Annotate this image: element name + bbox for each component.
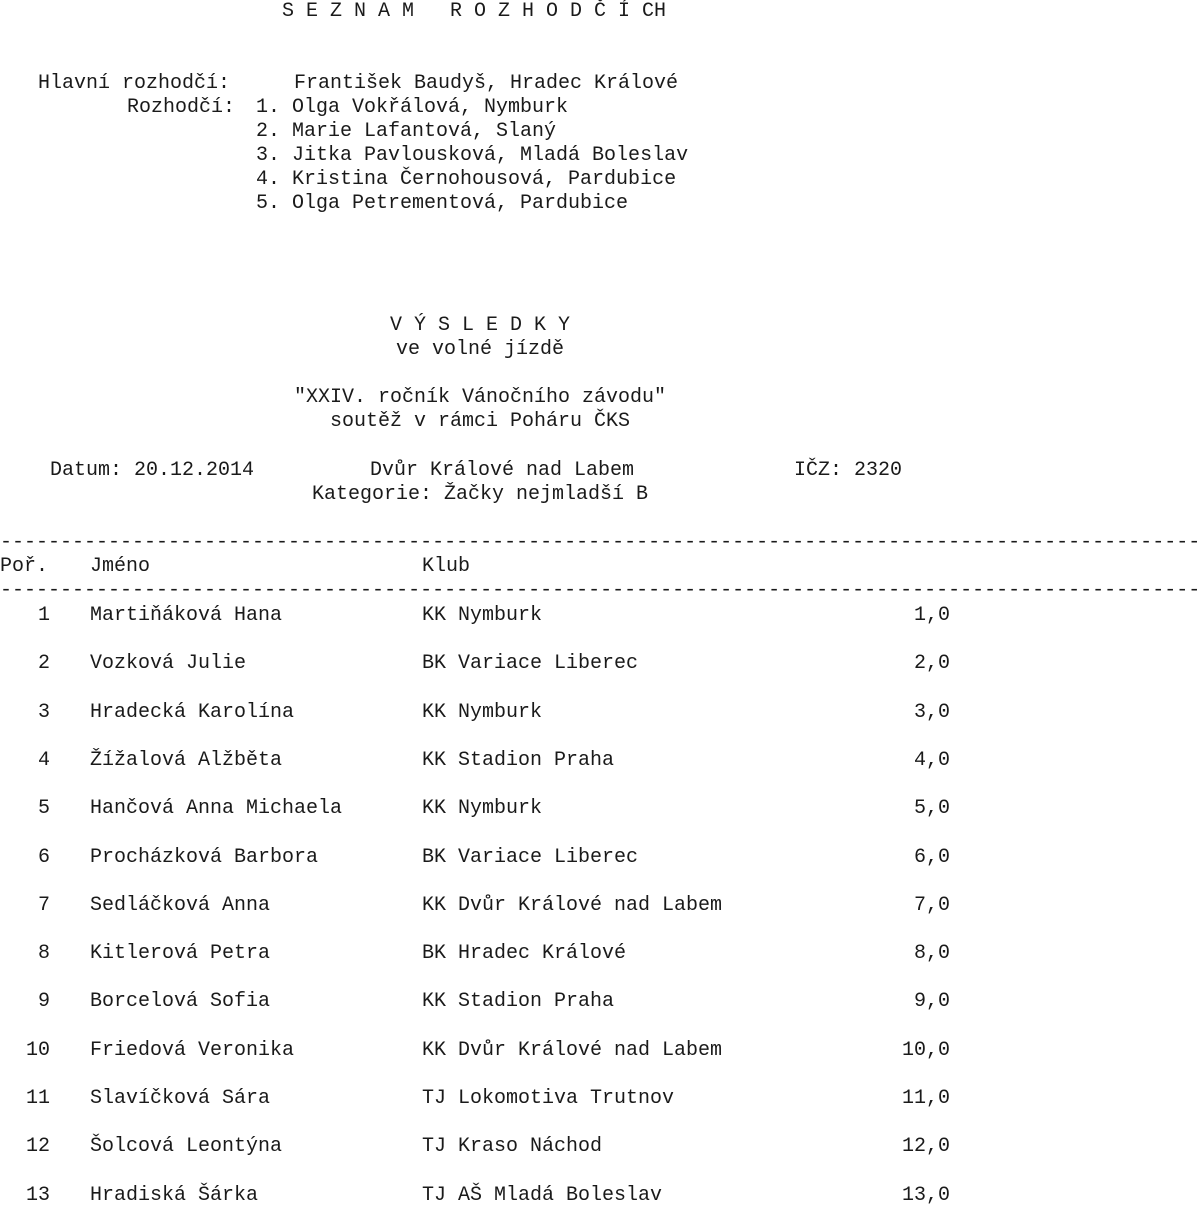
club-cell: KK Nymburk [422,797,543,821]
table-row [0,797,960,821]
name-cell: Hradecká Karolína [90,700,295,724]
header-rank: Poř. [0,555,49,578]
table-row [0,1039,960,1063]
rank-cell: 7 [37,893,50,917]
name-cell: Procházková Barbora [90,845,319,869]
score-cell: 12,0 [901,1135,950,1159]
table-row [0,701,960,725]
table-row [0,1135,960,1159]
judge-item: 5. Olga Petrementová, Pardubice [256,192,629,215]
table-row [0,652,960,676]
event-category: Kategorie: Žačky nejmladší B [311,483,649,506]
event-name: "XXIV. ročník Vánočního závodu" [293,386,667,409]
rank-cell: 6 [37,845,50,869]
rank-cell: 3 [37,700,50,724]
head-judge-name: František Baudyš, Hradec Králové [294,72,679,95]
score-cell: 10,0 [901,1038,950,1062]
score-cell: 2,0 [913,652,950,676]
score-cell: 11,0 [901,1087,950,1110]
judge-item: 3. Jitka Pavlousková, Mladá Boleslav [256,144,689,167]
rank-cell: 11 [25,1087,50,1110]
rank-cell: 2 [37,652,50,676]
club-cell: KK Nymburk [422,700,543,724]
rank-cell: 13 [25,1183,50,1207]
judge-item: 2. Marie Lafantová, Slaný [256,120,557,143]
separator-line: ---------------------------------------------------------------------------------------------------- [0,531,1200,554]
rank-cell: 12 [25,1135,50,1159]
table-row [0,990,960,1014]
name-cell: Šolcová Leontýna [90,1135,283,1159]
score-cell: 9,0 [913,990,950,1014]
rank-cell: 10 [25,1038,50,1062]
name-cell: Friedová Veronika [90,1038,295,1062]
header-name: Jméno [90,555,151,578]
name-cell: Borcelová Sofia [90,990,271,1014]
rank-cell: 8 [37,942,50,966]
results-subtitle: ve volné jízdě [395,338,565,361]
name-cell: Martiňáková Hana [90,604,283,627]
rank-cell: 4 [37,748,50,772]
club-cell: TJ Lokomotiva Trutnov [422,1087,675,1110]
judges-title: S E Z N A M R O Z H O D Č Í CH [282,0,667,23]
name-cell: Žížalová Alžběta [90,748,283,772]
judge-item: 4. Kristina Černohousová, Pardubice [256,168,677,191]
name-cell: Vozková Julie [90,652,247,676]
club-cell: BK Variace Liberec [422,652,639,676]
table-header [0,555,960,579]
club-cell: KK Dvůr Králové nad Labem [422,1038,723,1062]
table-row [0,846,960,870]
score-cell: 1,0 [913,604,950,627]
event-subtitle: soutěž v rámci Poháru ČKS [329,410,631,433]
results-title: V Ý S L E D K Y [389,314,571,337]
club-cell: KK Stadion Praha [422,990,615,1014]
club-cell: TJ Kraso Náchod [422,1135,603,1159]
club-cell: KK Stadion Praha [422,748,615,772]
table-row [0,604,960,628]
event-date: Datum: 20.12.2014 [50,459,255,482]
rank-cell: 1 [37,604,50,627]
club-cell: KK Nymburk [422,604,543,627]
header-club: Klub [422,555,471,578]
score-cell: 4,0 [913,748,950,772]
table-row [0,749,960,773]
score-cell: 7,0 [913,893,950,917]
separator-line: ---------------------------------------------------------------------------------------------------- [0,579,1200,602]
name-cell: Hančová Anna Michaela [90,797,343,821]
head-judge-label: Hlavní rozhodčí: [38,72,231,95]
name-cell: Slavíčková Sára [90,1087,271,1110]
judge-item: 1. Olga Vokřálová, Nymburk [256,96,569,119]
table-row [0,1184,960,1208]
table-row [0,942,960,966]
name-cell: Sedláčková Anna [90,893,271,917]
score-cell: 3,0 [913,700,950,724]
judges-label: Rozhodčí: [127,96,236,119]
score-cell: 8,0 [913,942,950,966]
rank-cell: 9 [37,990,50,1014]
score-cell: 13,0 [901,1183,950,1207]
table-row [0,1087,960,1111]
event-icz: IČZ: 2320 [794,459,903,482]
score-cell: 6,0 [913,845,950,869]
event-location: Dvůr Králové nad Labem [370,459,635,482]
club-cell: KK Dvůr Králové nad Labem [422,893,723,917]
name-cell: Kitlerová Petra [90,942,271,966]
score-cell: 5,0 [913,797,950,821]
rank-cell: 5 [37,797,50,821]
table-row [0,894,960,918]
name-cell: Hradiská Šárka [90,1183,259,1207]
club-cell: BK Hradec Králové [422,942,627,966]
club-cell: TJ AŠ Mladá Boleslav [422,1183,663,1207]
club-cell: BK Variace Liberec [422,845,639,869]
